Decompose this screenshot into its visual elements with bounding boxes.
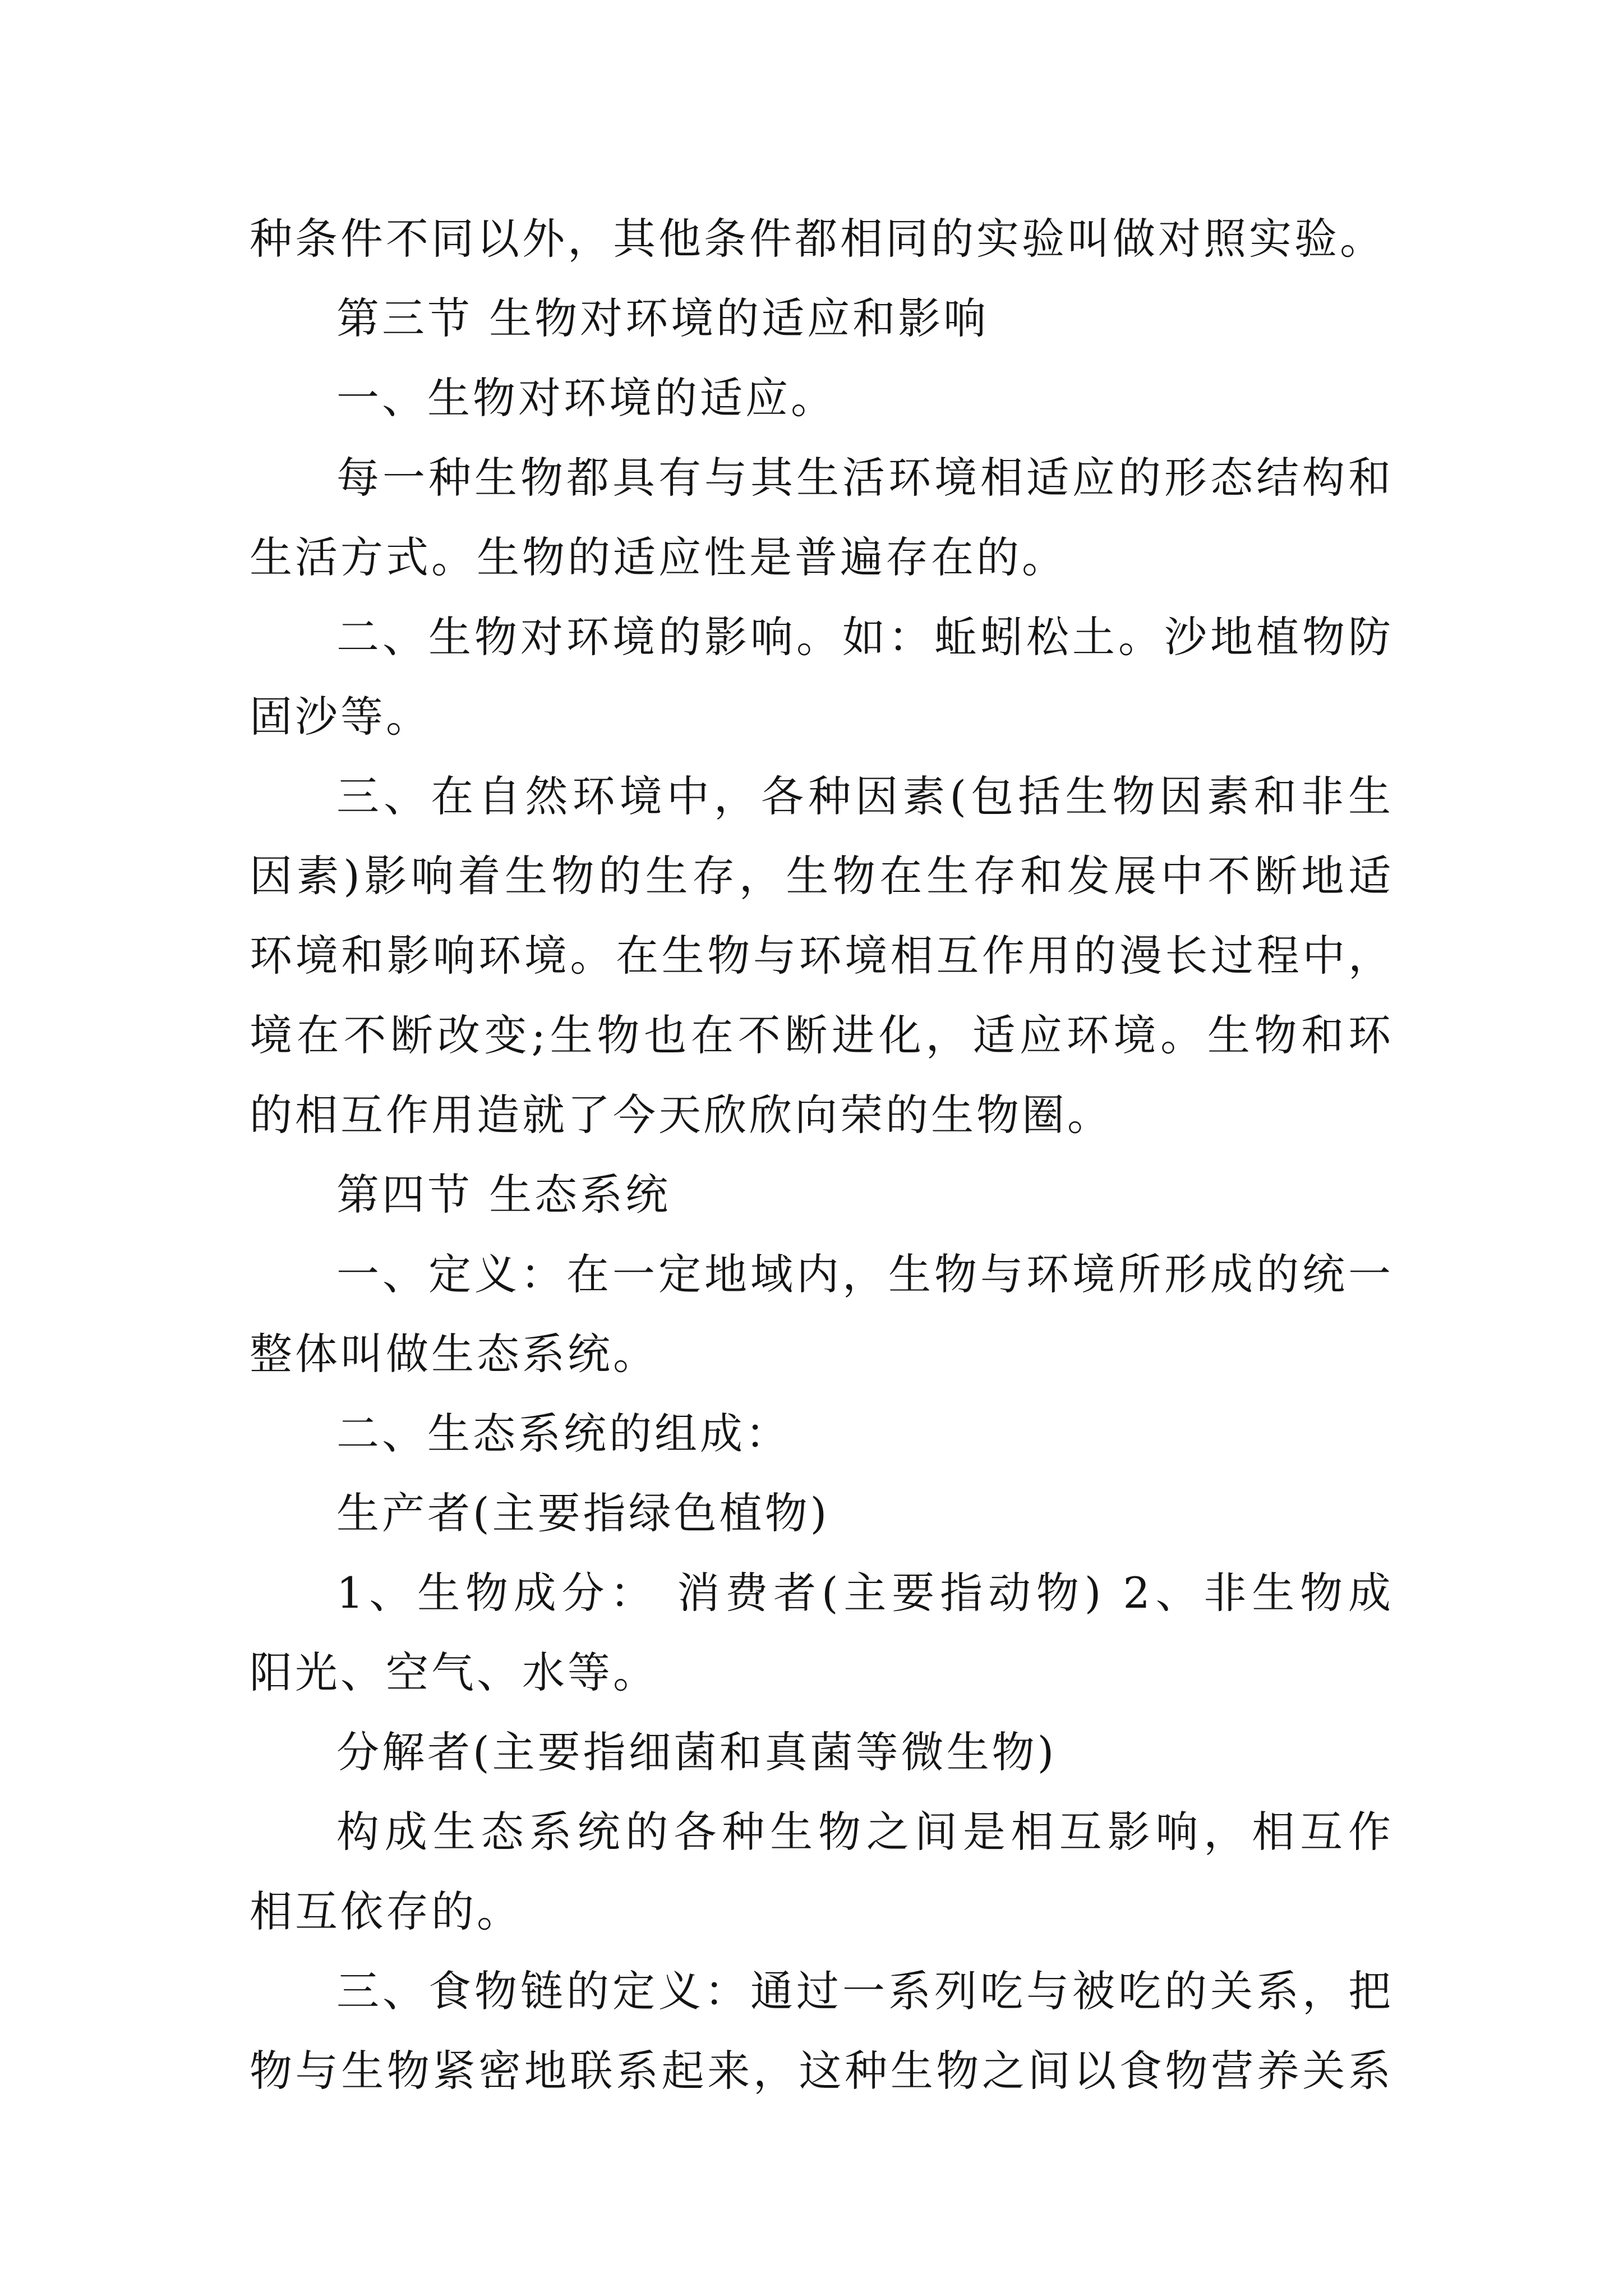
text-line-17: 生产者(主要指绿色植物) — [336, 1488, 830, 1538]
section-heading-3: 第三节 生物对环境的适应和影响 — [336, 293, 989, 343]
text-line-21: 构成生态系统的各种生物之间是相互影响，相互作 — [336, 1807, 1394, 1857]
text-line-8: 三、在自然环境中，各种因素(包括生物因素和非生 — [336, 771, 1394, 821]
text-line-1: 种条件不同以外，其他条件都相同的实验叫做对照实验。 — [250, 214, 1385, 264]
text-line-23: 三、食物链的定义：通过一系列吃与被吃的关系，把 — [336, 1966, 1394, 2016]
text-line-6: 二、生物对环境的影响。如：蚯蚓松土。沙地植物防 — [336, 612, 1394, 662]
text-line-5: 生活方式。生物的适应性是普遍存在的。 — [250, 532, 1067, 582]
text-line-7: 固沙等。 — [250, 692, 431, 742]
text-line-22: 相互依存的。 — [250, 1887, 522, 1936]
text-line-9: 因素)影响着生物的生存，生物在生存和发展中不断地适 — [250, 851, 1394, 901]
text-line-10: 环境和影响环境。在生物与环境相互作用的漫长过程中， — [250, 931, 1394, 981]
text-line-12: 的相互作用造就了今天欣欣向荣的生物圈。 — [250, 1090, 1113, 1140]
text-line-4: 每一种生物都具有与其生活环境相适应的形态结构和 — [336, 453, 1394, 503]
document-page — [250, 199, 1394, 2111]
text-line-20: 分解者(主要指细菌和真菌等微生物) — [336, 1727, 1057, 1777]
text-line-15: 整体叫做生态系统。 — [250, 1329, 658, 1379]
text-line-11: 境在不断改变;生物也在不断进化，适应环境。生物和环 — [250, 1010, 1394, 1060]
text-line-14: 一、定义：在一定地域内，生物与环境所形成的统一 — [336, 1249, 1394, 1299]
text-line-24: 物与生物紧密地联系起来，这种生物之间以食物营养关系 — [250, 2046, 1394, 2096]
section-heading-4: 第四节 生态系统 — [336, 1170, 671, 1220]
text-line-18: 1、生物成分： 消费者(主要指动物) 2、非生物成 — [336, 1568, 1394, 1618]
text-line-16: 二、生态系统的组成： — [336, 1409, 791, 1458]
text-line-19: 阳光、空气、水等。 — [250, 1648, 658, 1697]
text-line-3: 一、生物对环境的适应。 — [336, 373, 836, 423]
